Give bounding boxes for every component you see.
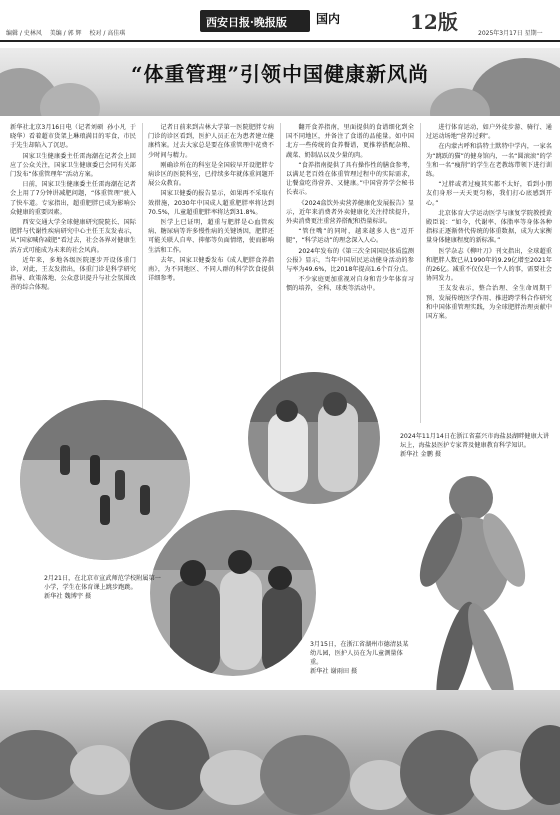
column-divider: [420, 123, 421, 423]
paragraph: 近年来，多地各级医院逐步开设体重门诊，对此，王友发指出，体重门诊是科学研究指导、政策落地、公众意识提升与社会氛围改善的综合体现。: [10, 256, 136, 292]
caption-running-students: [44, 574, 162, 601]
paragraph: 不少家庭更加重视对自身和青少年体育习惯的培养，全科、球类等活动中。: [286, 276, 414, 293]
paragraph: 西安交通大学全球健康研究院院长、国际肥胖与代谢性疾病研究中心主任王友发表示，从“国家喊你减肥”看过去，社会各界对健康生活方式可能成为未来的社会风尚。: [10, 219, 136, 254]
paragraph: 新华社北京3月16日电（记者刘硕 孙小凡 于晓华）看着超市货架上琳琅满目的零食，市民于先生却陷入了沉思。: [10, 124, 136, 150]
editor-credit: 编辑 / 史林风: [6, 30, 42, 37]
paragraph: 《2024盒饮外卖营养健康化发展报告》显示，近年来消费者外卖健康化关注持续提升，外卖消费更注重营养搭配和热量标识。: [286, 199, 414, 226]
article-column-4: [426, 123, 552, 428]
paragraph: 在内蒙古呼和浩特土默特中学内，一家名为“跳跃的猫”的健身馆内，一名“圆滚滚”的学生和一名“瘦削”的学生在老教练带领下进行训练。: [426, 143, 552, 179]
paragraph: 记者日前来到吉林大学第一医院肥胖专病门诊的诊区看到，医护人员正在为患者建立健康档案。过去大家总是要在体重管理中花费不少时间与精力。: [148, 124, 274, 159]
caption-text: 2024年11月14日在浙江省嘉兴市海盐县湖畔健康大讲坛上，海盐县医护专家普及健康教育科学知识。: [400, 433, 550, 449]
photo-credit: 新华社 金鹏 摄: [400, 451, 442, 458]
vegetable-border-image: [0, 690, 560, 815]
photo-medical-staff: [248, 372, 380, 504]
paragraph: “管住嘴”的同时，越来越多人也“迈开腿”，“科学运动”的理念深入人心。: [286, 228, 414, 245]
page-header: [0, 0, 560, 44]
caption-health-lecture: [400, 432, 550, 459]
paragraph: 进行体育运动，如户外徒步游、骑行、通过运动场地“营养过剩”。: [426, 124, 552, 141]
photo-children-weighing: [150, 510, 316, 676]
caption-text: 3月15日，在浙江省湖州市德清县某幼儿园，医护人员在为儿童测量体重。: [310, 641, 409, 666]
article-column-1: [10, 123, 136, 413]
proof-credit: 校对 / 高佳琪: [89, 30, 126, 37]
paragraph: 2024年发布的《第三次全国国民体质监测公报》显示，当年中国居民运动健身活动的参与率为49.6%，比2018年提高1.6个百分点。: [286, 247, 414, 274]
caption-children-weighing: [310, 640, 412, 676]
paragraph: “食养指南提供了具有操作性的膳食参考，以满足老百姓在体重管理过程中的实际需求，让餐盒吃得营养、又健康。”中国营养学会秘书长表示。: [286, 161, 414, 197]
paragraph: 翻开食养指南，里面提供的食谱细化到全国不同地区，并备注了食谱的品能量。如中国北方一些传统的食养餐谱，更推荐搭配杂粮、蔬菜、奶制品以及少量的肉。: [286, 124, 414, 159]
design-credit: 美编 / 郭 辉: [49, 30, 82, 37]
editor-credits: [6, 28, 131, 37]
page-headline: “体重管理”引领中国健康新风尚: [130, 62, 429, 86]
paragraph: 医学杂志《柳叶刀》刊文指出，全球超重和肥胖人数已从1990年的9.29亿增至2021年的26亿。减重不仅仅是一个人的事，需要社会协同发力。: [426, 247, 552, 283]
caption-text: 2月21日，在北京市宣武师范学校附属第一小学，学生在体育课上跳步跑跳。: [44, 575, 161, 591]
section-name: 国内: [316, 12, 341, 26]
column-divider: [142, 123, 143, 423]
masthead-logo: 西安日报·晚报版: [200, 10, 310, 32]
paragraph: 国家卫健委的报告显示，如果再不采取有效措施，2030年中国成人超重肥胖率将达到70.5%，儿童超重肥胖率将达到31.8%。: [148, 190, 274, 216]
header-rule: [0, 40, 560, 42]
photo-credit: 新华社 魏博宇 摄: [44, 593, 92, 600]
photo-credit: 新华社 谢雨田 摄: [310, 668, 358, 675]
paragraph: 国家卫生健康委主任雷海潮在记者会上回应了公众关注，国家卫生健康委已会同有关部门发布“体重管理年”活动方案。: [10, 152, 136, 179]
paragraph: “过胖或者过瘦其实都不太好，看到小朋友们身形一天天更匀称，我们打心底感到开心。”: [426, 181, 552, 207]
page-number: 12版: [410, 10, 458, 34]
paragraph: 去年，国家卫健委发布《成人肥胖食养指南》，为不同地区、不同人群的科学饮食提供详细参考。: [148, 256, 274, 283]
paragraph: 王友发表示，整合治理、全生命周期干预、发展传统医学作用、推进跨学科合作研究和中国体重管理实践，为全球肥胖治理贡献中国方案。: [426, 285, 552, 321]
paragraph: 刚确诊所在的科室是全国较早开设肥胖专病诊区的医院科室，已持续多年就体重问题开展公众教育。: [148, 161, 274, 188]
issue-date: 2025年3月17日 星期一: [478, 30, 543, 37]
paragraph: 医学上已证明，超重与肥胖是心血管疾病、糖尿病等许多慢性病的关键诱因，肥胖还可能关联人自卑、抑郁等负面情绪，使而影响生活和工作。: [148, 219, 274, 254]
paragraph: 日前，国家卫生健康委主任雷海潮在记者会上用了7分钟讲减肥问题，“体重管理”驶入了快车道。专家指出，超重肥胖已成为影响公众健康的重要因素。: [10, 181, 136, 216]
paragraph: 北京体育大学运动医学与康复学院教授黄殿臣说：“如今，代谢率、体脂率等身体各种指标正逐渐替代传统的体重数据，成为大家衡量身体健康程度的新标准。”: [426, 209, 552, 245]
